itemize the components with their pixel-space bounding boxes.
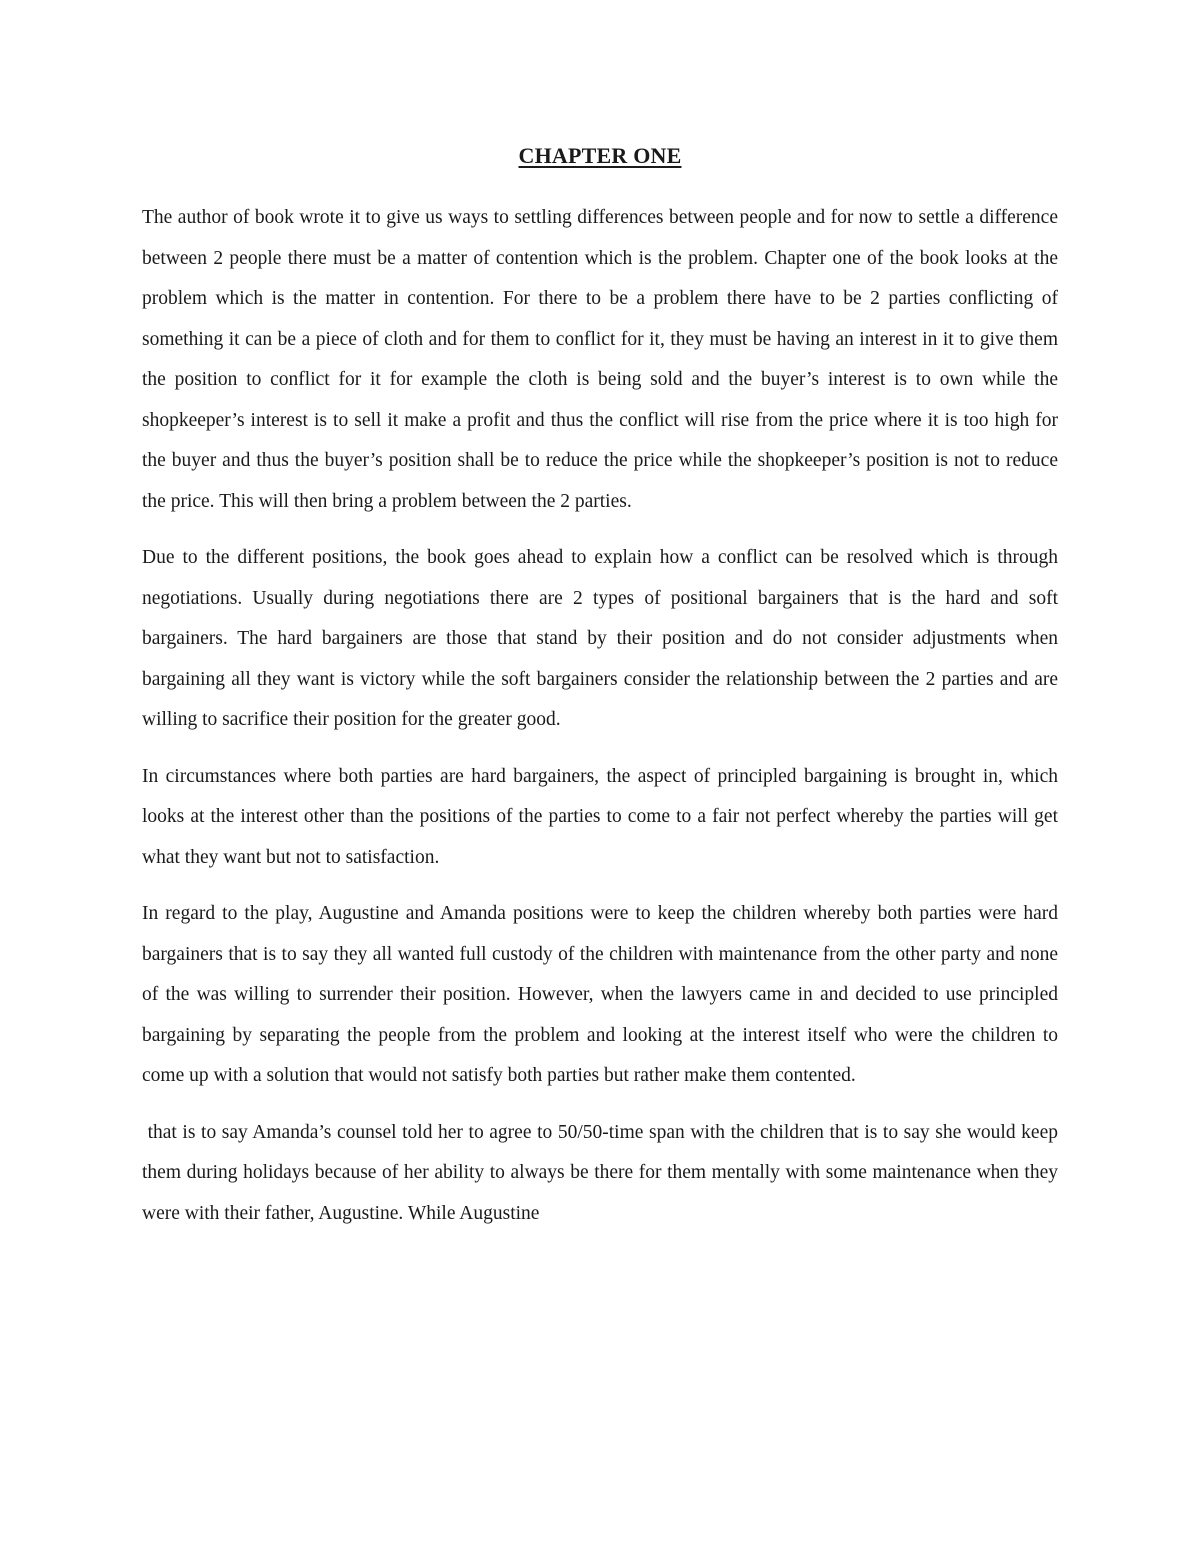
paragraph-1: The author of book wrote it to give us ways to settling differences between people and for now to settle a difference between 2 people there must be a matter of contention which is the problem. Chapter one of the book looks at the problem which is the matter in contention. For there to be a problem there have to be 2 parties conflicting of something it can be a piece of cloth and for them to conflict for it, they must be having an interest in it to give them the position to conflict for it for example the cloth is being sold and the buyer’s interest is to own while the shopkeeper’s interest is to sell it make a profit and thus the conflict will rise from the price where it is too high for the buyer and thus the buyer’s position shall be to reduce the price while the shopkeeper’s position is not to reduce the price. This will then bring a problem between the 2 parties.	[142, 207, 1058, 512]
document-body	[142, 198, 1063, 1234]
paragraph-5: that is to say Amanda’s counsel told her to agree to 50/50-time span with the children that is to say she would keep them during holidays because of her ability to always be there for them mentally with some maintenance when they were with their father, Augustine. While Augustine	[142, 1121, 1063, 1224]
chapter-title: CHAPTER ONE	[518, 143, 682, 168]
paragraph-4: In regard to the play, Augustine and Amanda positions were to keep the children whereby both parties were hard bargainers that is to say they all wanted full custody of the children with maintenance from the other party and none of the was willing to surrender their position. However, when the lawyers came in and decided to use principled bargaining by separating the people from the problem and looking at the interest itself who were the children to come up with a solution that would not satisfy both parties but rather make them contented.	[142, 903, 1058, 1086]
paragraph-3: In circumstances where both parties are hard bargainers, the aspect of principled bargaining is brought in, which looks at the interest other than the positions of the parties to come to a fair not perfect whereby the parties will get what they want but not to satisfaction.	[142, 765, 1058, 868]
paragraph-2: Due to the different positions, the book goes ahead to explain how a conflict can be resolved which is through negotiations. Usually during negotiations there are 2 types of positional bargainers that is the hard and soft bargainers. The hard bargainers are those that stand by their position and do not consider adjustments when bargaining all they want is victory while the soft bargainers consider the relationship between the 2 parties and are willing to sacrifice their position for the greater good.	[142, 547, 1058, 730]
